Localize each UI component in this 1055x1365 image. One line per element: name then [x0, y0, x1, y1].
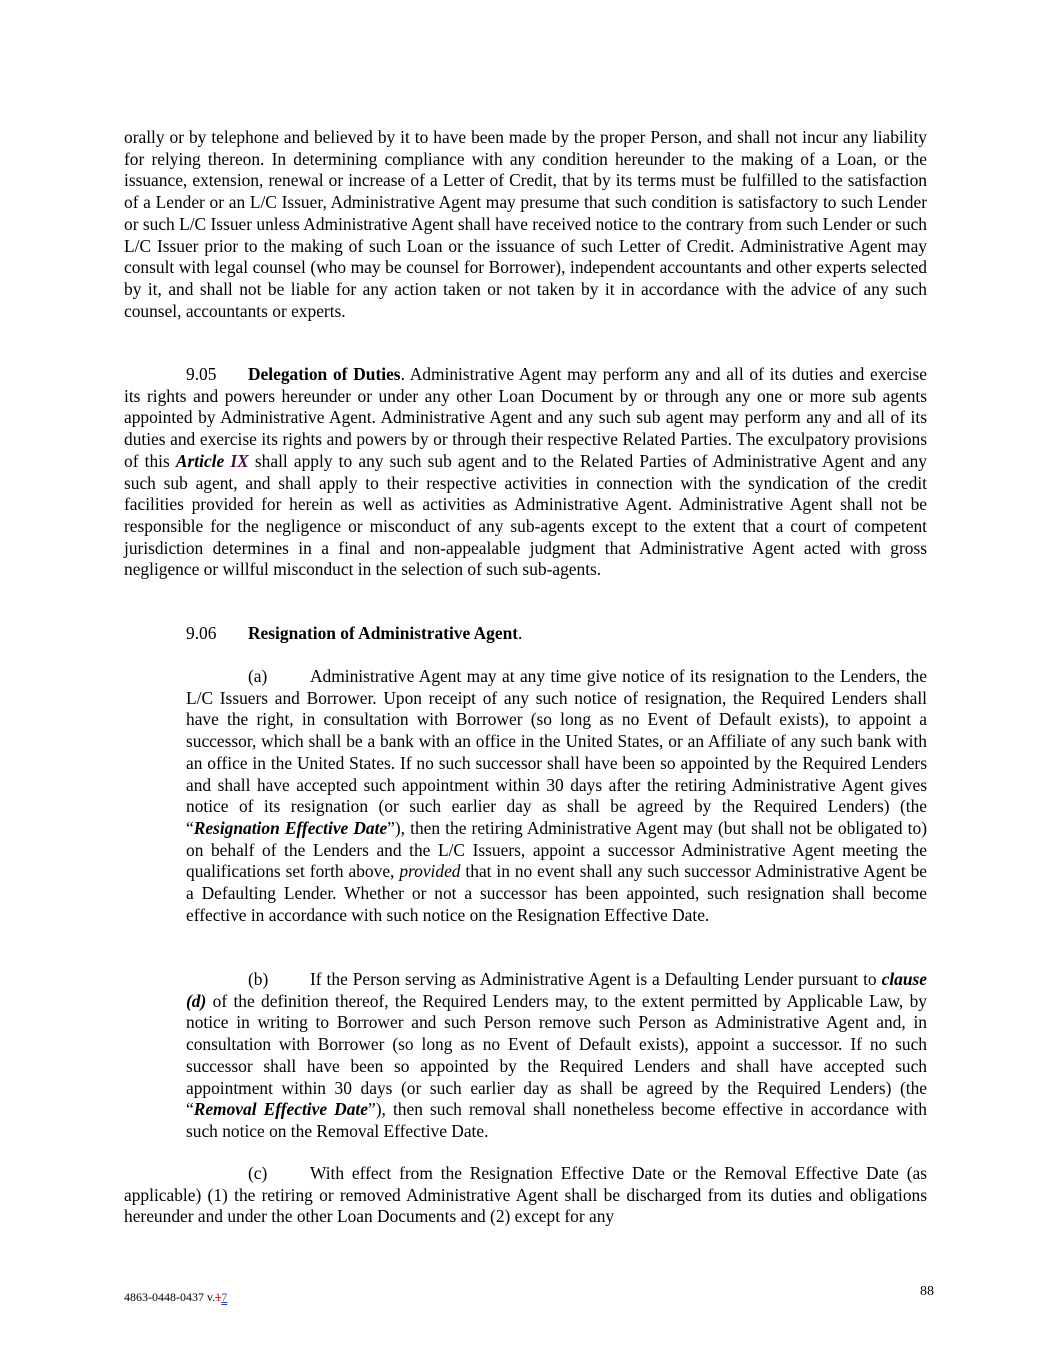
subsection-text-2: ”), then the retiring Administrative Agent may (but shall not be obligated to) on behalf of the Lenders and the L/C Issuers, appoint a successor Administrative Agent meeting the qualifications set forth above, — [186, 817, 928, 882]
section-title: Delegation of Duties — [248, 364, 401, 384]
subsection-a — [186, 666, 927, 926]
subsection-c — [124, 1163, 927, 1228]
subsection-text: Administrative Agent may at any time give notice of its resignation to the Lenders, the L/C Issuers and Borrower. Upon receipt of any such notice of resignation, the Required Lenders shall have the right, in consultation with Borrower (so long as no Event of Default exists), to appoint a successor, which shall be a bank with an office in the United States, or an Affiliate of any such bank with an office in the United States. If no such successor shall have been so appointed by the Required Lenders and shall have accepted such appointment within 30 days after the retiring Administrative Agent gives notice of its resignation (or such earlier day as shall be agreed by the Required Lenders) (the “ — [186, 666, 927, 838]
defined-term: Resignation Effective Date — [193, 817, 388, 838]
section-9-05 — [124, 364, 927, 581]
article-reference — [176, 451, 249, 471]
section-title: Resignation of Administrative Agent — [248, 623, 519, 643]
page-number: 88 — [920, 1284, 934, 1299]
version-inserted: 7 — [221, 1290, 228, 1304]
footer-document-id — [124, 1290, 227, 1305]
article-ref-number: IX — [230, 450, 249, 471]
clause-reference: clause (d) — [186, 969, 927, 1011]
doc-id: 4863-0448-0437 v. — [124, 1290, 216, 1304]
subsection-text-3: that in no event shall any such successor Administrative Agent be a Defaulting Lender. Whether or not a successor has been appointed, such resignation shall become effective in accordance with such notice on the Resignation Effective Date. — [186, 861, 927, 925]
title-period: . — [518, 623, 523, 643]
subsection-label: (c) — [248, 1163, 268, 1183]
section-9-06-heading — [124, 623, 927, 645]
version-deleted: 1 — [215, 1290, 222, 1304]
provided-proviso: provided — [399, 861, 461, 882]
section-number: 9.05 — [186, 364, 217, 384]
section-text-continued: shall apply to any such sub agent and to the Related Parties of Administrative Agent and any such sub agent, and shall apply to their respective activities in connection with the syndication of the credit facilities provided for herein as well as activities as Administrative Agent. Administrative Agent shall not be responsible for the negligence or misconduct of any sub-agents except to the extent that a court of competent jurisdiction determines in a final and non-appealable judgment that Administrative Agent acted with gross negligence or willful misconduct in the selection of such sub-agents. — [124, 450, 928, 580]
article-ref-word: Article — [175, 450, 231, 471]
subsection-text: If the Person serving as Administrative Agent is a Defaulting Lender pursuant to — [310, 969, 882, 989]
defined-term: Removal Effective Date — [193, 1099, 368, 1120]
paragraph-continuation: orally or by telephone and believed by it to have been made by the proper Person, and shall not incur any liability for relying thereon. In determining compliance with any condition hereunder to the making of a Loan, or the issuance, extension, renewal or increase of a Letter of Credit, that by its terms must be fulfilled to the satisfaction of a Lender or an L/C Issuer, Administrative Agent may presume that such condition is satisfactory to such Lender or such L/C Issuer unless Administrative Agent shall have received notice to the contrary from such Lender or such L/C Issuer prior to the making of such Loan or the issuance of such Letter of Credit. Administrative Agent may consult with legal counsel (who may be counsel for Borrower), independent accountants and other experts selected by it, and shall not be liable for any action taken or not taken by it in accordance with the advice of any such counsel, accountants or experts. — [124, 127, 927, 321]
section-text: . Administrative Agent may perform any and all of its duties and exercise its rights and powers hereunder or under any other Loan Document by or through any one or more sub agents appointed by Administrative Agent. Administrative Agent and any such sub agent may perform any and all of its duties and exercise its rights and powers by or through their respective Related Parties. The exculpatory provisions of this — [124, 364, 927, 471]
subsection-text: With effect from the Resignation Effective Date or the Removal Effective Date (as applicable) (1) the retiring or removed Administrative Agent shall be discharged from its duties and obligations hereunder and under the other Loan Documents and (2) except for any — [124, 1163, 927, 1227]
subsection-text-3: ”), then such removal shall nonetheless become effective in accordance with such notice on the Removal Effective Date. — [186, 1099, 927, 1141]
subsection-b — [186, 969, 927, 1143]
subsection-label: (b) — [248, 969, 269, 989]
subsection-label: (a) — [248, 666, 268, 686]
section-number: 9.06 — [186, 623, 217, 643]
subsection-text-2: of the definition thereof, the Required Lenders may, to the extent permitted by Applicable Law, by notice in writing to Borrower and such Person remove such Person as Administrative Agent and, in consultation with Borrower (so long as no Event of Default exists), appoint a successor. If no such successor shall have been so appointed by the Required Lenders and shall have accepted such appointment within 30 days (or such earlier day as shall be agreed by the Required Lenders) (the “ — [186, 990, 927, 1120]
